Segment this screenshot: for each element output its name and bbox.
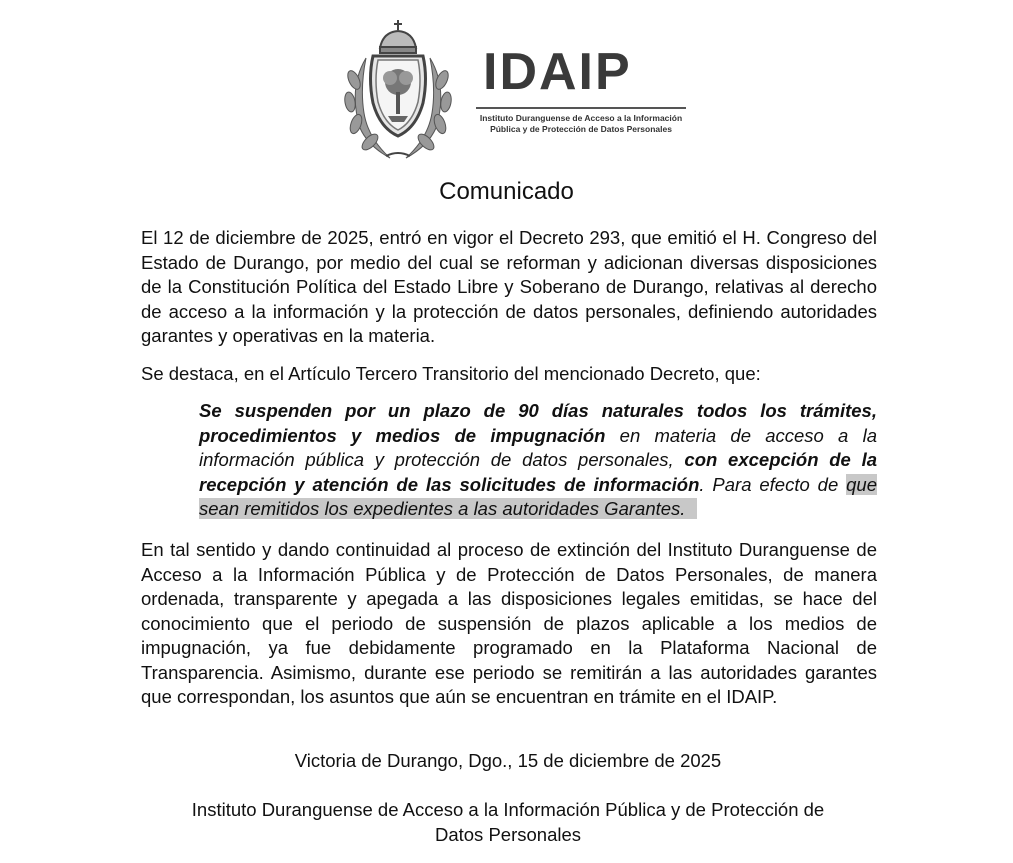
quote-highlighted: que sean remitidos los expedientes a las autoridades Garantes. <box>199 473 877 519</box>
paragraph-article-intro: Se destaca, en el Artículo Tercero Transitorio del mencionado Decreto, que: <box>141 363 761 384</box>
brand-name: IDAIP <box>483 43 632 101</box>
quote-normal-2: . Para efecto de <box>699 473 847 495</box>
brand-divider <box>476 107 686 109</box>
signature-block <box>0 798 1013 847</box>
paragraph-decree: El 12 de diciembre de 2025, entró en vigor el Decreto 293, que emitió el H. Congreso del Estado de Durango, por medio del cual se reforman y adicionan diversas disposiciones de la Constitución Política del Estado Libre y Soberano de Durango, relativas al derecho de acceso a la información y la protección de datos personales, definiendo autoridades garantes y operativas en la materia. <box>141 227 877 346</box>
idaip-seal-icon <box>328 18 468 163</box>
place-date: Victoria de Durango, Dgo., 15 de diciembre de 2025 <box>294 750 722 771</box>
signature-line1: Instituto Duranguense de Acceso a la Información Pública y de Protección de <box>191 799 825 820</box>
brand-subtitle-line2: Pública y de Protección de Datos Personales <box>490 124 672 134</box>
quote-bold-1: Se suspenden por un plazo de 90 días naturales todos los trámites, procedimientos y medios de impugnación <box>199 400 877 446</box>
document-title: Comunicado <box>439 178 574 205</box>
brand-subtitle-line1: Instituto Duranguense de Acceso a la Información <box>479 113 683 123</box>
brand-subtitle <box>476 113 686 135</box>
quoted-article <box>199 399 877 522</box>
paragraph-extinction: En tal sentido y dando continuidad al proceso de extinción del Instituto Duranguense de Acceso a la Información Pública y de Protección de Datos Personales, de manera ordenada, transparente y apegada a las disposiciones legales emitidas, se hace del conocimiento que el periodo de suspensión de plazos aplicable a los medios de impugnación, ya fue debidamente programado en la Plataforma Nacional de Transparencia. Asimismo, durante ese periodo se remitirán a las autoridades garantes que correspondan, los asuntos que aún se encuentran en trámite en el IDAIP. <box>141 539 877 707</box>
quote-bold-2: con excepción de la recepción y atención de las solicitudes de información <box>199 449 877 495</box>
signature-line2: Datos Personales <box>434 823 582 845</box>
letterhead <box>328 18 698 163</box>
quote-normal-1: en materia de acceso a la información pública y protección de datos personales, <box>199 424 877 470</box>
